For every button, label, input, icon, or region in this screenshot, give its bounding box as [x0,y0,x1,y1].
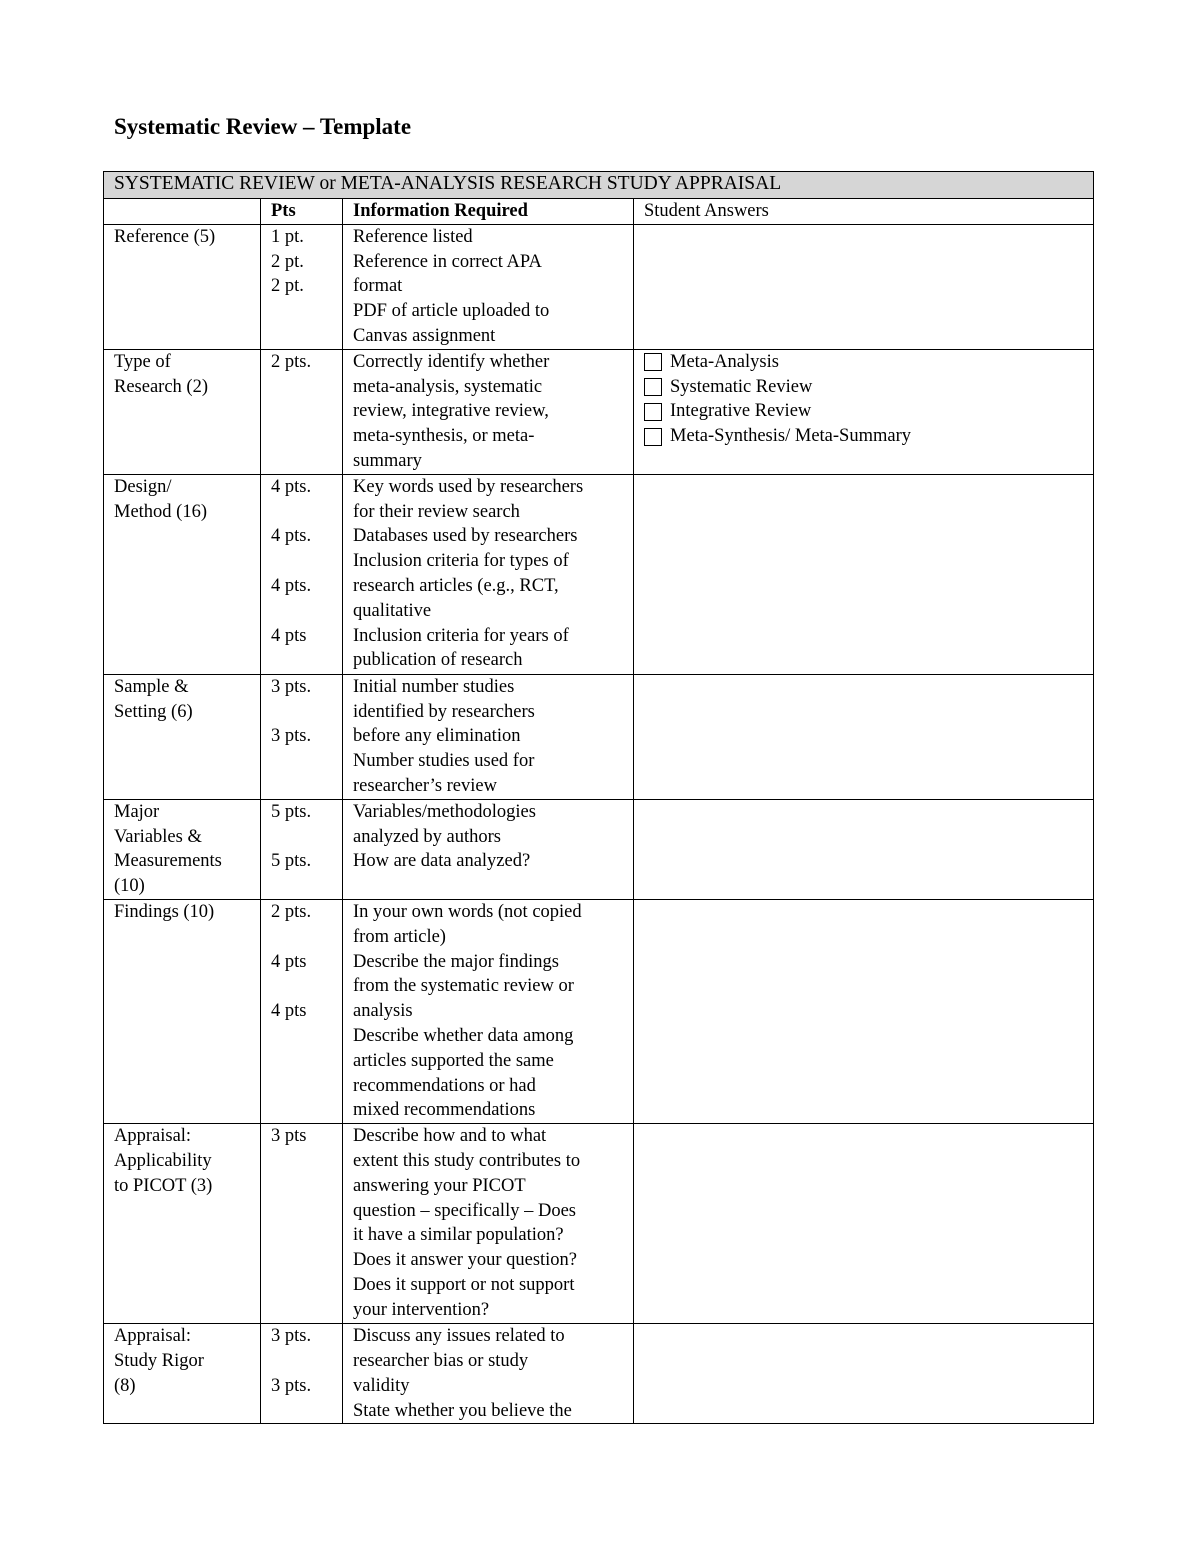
points-text: 4 pts. [271,526,312,547]
criteria-text: Method (16) [114,501,207,522]
points-cell [261,799,343,899]
points-cell [261,474,343,674]
info-text: from article) [353,926,446,947]
points-text [271,925,336,950]
points-text: 4 pts. [271,575,312,596]
points-text: 4 pts [271,951,307,972]
points-text [271,1349,336,1374]
points-cell [261,674,343,799]
points-text: 1 pt. [271,226,304,247]
points-text: 4 pts [271,625,307,646]
table-row [104,799,1094,899]
info-text: answering your PICOT [353,1175,526,1196]
answer-cell[interactable] [634,674,1094,799]
criteria-text: Major [114,801,160,822]
points-text: 3 pts. [271,1375,312,1396]
info-cell [343,349,634,474]
appraisal-table [103,171,1094,1424]
info-text: validity [353,1375,410,1396]
criteria-text: Reference (5) [114,226,216,247]
points-text: 3 pts. [271,1326,312,1347]
criteria-cell [104,799,261,899]
criteria-text: (10) [114,876,145,897]
info-text: Correctly identify whether [353,351,550,372]
criteria-cell [104,474,261,674]
info-text: State whether you believe the [353,1400,572,1421]
criteria-text: to PICOT (3) [114,1175,213,1196]
checkbox-label: Systematic Review [670,376,813,397]
header-row [104,199,1094,225]
info-text: meta-synthesis, or meta- [353,426,535,447]
checkbox-label: Integrative Review [670,401,812,422]
checkbox-label: Meta-Synthesis/ Meta-Summary [670,426,911,447]
criteria-text: Research (2) [114,376,208,397]
points-text: 5 pts. [271,801,312,822]
table-row [104,474,1094,674]
header-info: Information Required [343,199,634,225]
info-cell [343,799,634,899]
info-cell [343,674,634,799]
info-text: qualitative [353,600,432,621]
info-text: from the systematic review or [353,976,574,997]
criteria-text: Appraisal: [114,1326,192,1347]
info-text: your intervention? [353,1299,490,1320]
info-text: Reference listed [353,226,473,247]
criteria-text: Applicability [114,1150,212,1171]
criteria-text: Variables & [114,826,202,847]
answer-cell [634,349,1094,474]
info-text: Canvas assignment [353,325,496,346]
info-text: Does it answer your question? [353,1250,578,1271]
checkbox[interactable] [644,353,662,371]
answer-option[interactable] [644,350,1087,375]
points-cell [261,1324,343,1424]
points-cell [261,224,343,349]
info-text: How are data analyzed? [353,851,531,872]
info-text: identified by researchers [353,701,535,722]
answer-cell[interactable] [634,474,1094,674]
points-text: 2 pt. [271,251,304,272]
page-title: Systematic Review – Template [114,114,412,139]
criteria-text: Measurements [114,851,222,872]
info-text: Initial number studies [353,676,515,697]
criteria-cell [104,1124,261,1324]
info-text: Key words used by researchers [353,476,584,497]
checkbox-label: Meta-Analysis [670,351,779,372]
info-text: research articles (e.g., RCT, [353,575,559,596]
info-text: Inclusion criteria for years of [353,625,569,646]
info-text: review, integrative review, [353,401,549,422]
criteria-text: Findings (10) [114,901,215,922]
table-row [104,1124,1094,1324]
info-text: Reference in correct APA [353,251,542,272]
answer-cell[interactable] [634,799,1094,899]
info-text: Does it support or not support [353,1274,575,1295]
banner-row [104,172,1094,199]
header-pts: Pts [261,199,343,225]
points-cell [261,349,343,474]
table-row [104,349,1094,474]
info-text: summary [353,450,422,471]
info-text: Databases used by researchers [353,526,578,547]
info-cell [343,474,634,674]
checkbox[interactable] [644,378,662,396]
points-text: 2 pts. [271,901,312,922]
points-cell [261,1124,343,1324]
table-row [104,1324,1094,1424]
info-text: Number studies used for [353,751,535,772]
criteria-text: Sample & [114,676,189,697]
answer-cell[interactable] [634,1124,1094,1324]
criteria-text: Appraisal: [114,1126,192,1147]
info-text: extent this study contributes to [353,1150,581,1171]
info-text: Describe whether data among [353,1025,574,1046]
answer-option[interactable] [644,424,1087,449]
info-text: question – specifically – Does [353,1200,576,1221]
table-banner: SYSTEMATIC REVIEW or META-ANALYSIS RESEARCH STUDY APPRAISAL [104,172,1094,199]
info-cell [343,224,634,349]
points-text: 2 pt. [271,276,304,297]
criteria-text: (8) [114,1375,136,1396]
points-text: 4 pts [271,1001,307,1022]
points-text [271,500,336,525]
criteria-text: Setting (6) [114,701,193,722]
points-text [271,549,336,574]
info-text: articles supported the same [353,1050,554,1071]
info-text: it have a similar population? [353,1225,564,1246]
header-criteria [104,199,261,225]
criteria-cell [104,674,261,799]
header-answers: Student Answers [634,199,1094,225]
criteria-cell [104,349,261,474]
info-text: researcher bias or study [353,1350,529,1371]
table-row [104,674,1094,799]
info-text: format [353,276,403,297]
info-text: Describe the major findings [353,951,560,972]
criteria-text: Type of [114,351,171,372]
info-cell [343,1124,634,1324]
info-text: for their review search [353,501,520,522]
table-row [104,224,1094,349]
points-text: 4 pts. [271,476,312,497]
checkbox[interactable] [644,428,662,446]
criteria-cell [104,224,261,349]
points-text: 3 pts [271,1126,307,1147]
info-text: Variables/methodologies [353,801,536,822]
info-text: recommendations or had [353,1075,536,1096]
answer-cell[interactable] [634,224,1094,349]
points-text: 2 pts. [271,351,312,372]
info-text: In your own words (not copied [353,901,582,922]
info-text: analyzed by authors [353,826,501,847]
info-cell [343,899,634,1123]
info-text: Inclusion criteria for types of [353,551,569,572]
info-text: meta-analysis, systematic [353,376,543,397]
points-text [271,700,336,725]
criteria-text: Study Rigor [114,1350,204,1371]
info-text: Describe how and to what [353,1126,547,1147]
points-text: 5 pts. [271,851,312,872]
table-row [104,899,1094,1123]
info-text: PDF of article uploaded to [353,301,550,322]
info-cell [343,1324,634,1424]
criteria-cell [104,899,261,1123]
points-text [271,974,336,999]
points-text [271,825,336,850]
info-text: publication of research [353,650,523,671]
checkbox[interactable] [644,403,662,421]
criteria-text: Design/ [114,476,172,497]
points-cell [261,899,343,1123]
points-text [271,599,336,624]
info-text: before any elimination [353,726,521,747]
info-text: mixed recommendations [353,1100,536,1121]
answer-option[interactable] [644,399,1087,424]
points-text: 3 pts. [271,726,312,747]
points-text: 3 pts. [271,676,312,697]
answer-option[interactable] [644,375,1087,400]
info-text: analysis [353,1001,413,1022]
answer-cell[interactable] [634,899,1094,1123]
answer-cell[interactable] [634,1324,1094,1424]
info-text: researcher’s review [353,775,497,796]
info-text: Discuss any issues related to [353,1326,565,1347]
criteria-cell [104,1324,261,1424]
